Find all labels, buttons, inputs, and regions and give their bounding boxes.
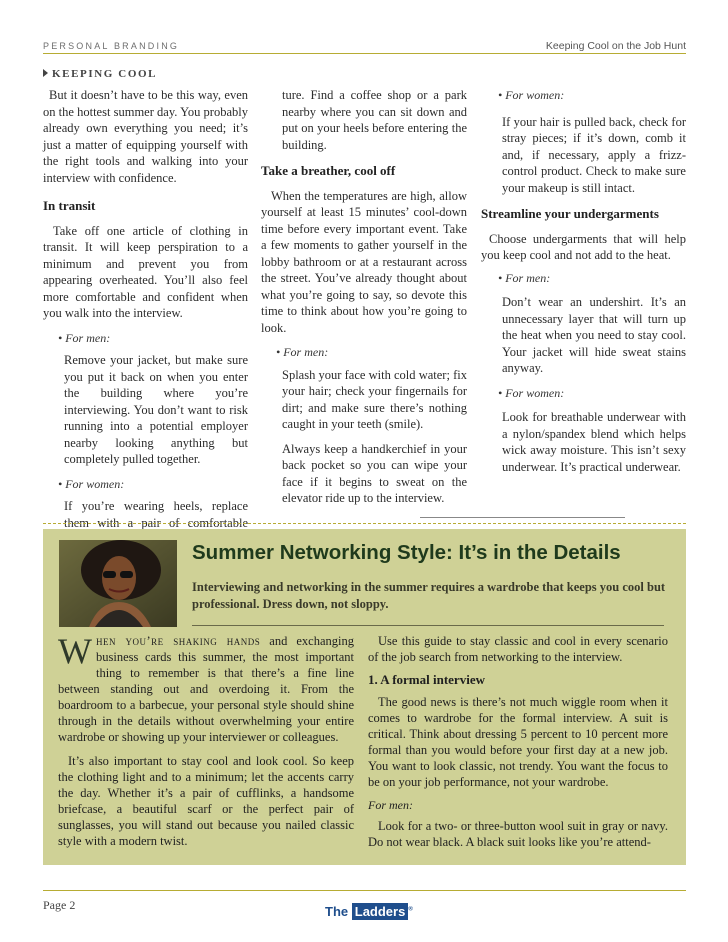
header-article-title: Keeping Cool on the Job Hunt bbox=[545, 40, 686, 52]
col2-continuation: ture. Find a coffee shop or a park nearby where you can sit down and put on your heels before entering the building. bbox=[282, 88, 467, 152]
col3-men-label: • For men: bbox=[498, 270, 551, 285]
col1-men-label: • For men: bbox=[58, 330, 111, 345]
logo-the: The bbox=[325, 904, 349, 919]
col1-heading: In transit bbox=[43, 198, 96, 213]
col3-para: Choose undergarments that will help you keep cool and not add to the heat. bbox=[481, 231, 686, 262]
box-right-p3: Look for a two- or three-button wool suit in gray or navy. Do not wear black. A black suit looks like you’re attend- bbox=[368, 819, 668, 849]
column-end-rule bbox=[420, 517, 625, 518]
col2-women-text: Always keep a handkerchief in your back pocket so you can wipe your face if it begins to sweat on the elevator ride up to the interview. bbox=[282, 441, 467, 505]
section-label-text: KEEPING COOL bbox=[52, 68, 158, 80]
dashed-divider bbox=[43, 523, 686, 524]
box-right-heading: 1. A formal interview bbox=[368, 672, 485, 687]
box-subtitle: Interviewing and networking in the summer requires a wardrobe that keeps you cool but professional. Dress down, not sloppy. bbox=[192, 580, 666, 611]
box-left-p1: and exchanging business cards this summer, the most important thing to remember is that there’s a fine line between standing out and overdoing it. From the boardroom to a barbecue, your personal style should shine through in the details without overwhelming your entire wardrobe or showing up your interviewer or colleagues. bbox=[58, 634, 354, 744]
the-ladders-logo bbox=[325, 904, 413, 919]
header-rule bbox=[43, 53, 686, 54]
col3-women-label: • For women: bbox=[498, 88, 565, 102]
box-left-column bbox=[58, 633, 354, 849]
col2-men-text: Splash your face with cold water; fix your hair; check your fingernails for dirt; and make sure there’s nothing caught in your teeth (smile). bbox=[282, 367, 467, 431]
col3-women-text-2: Look for breathable underwear with a nylon/spandex blend which helps wick away moisture. This isn’t sexy underwear. It’s practical underwear. bbox=[502, 410, 686, 474]
box-left-p2: It’s also important to stay cool and look cool. So keep the clothing light and to a minimum; let the accents carry the day. Whether it’s a pair of cufflinks, a handsome briefcase, a beautiful scarf or the perfect pair of sunglasses, you will stand out because you nailed classic style with a modern twist. bbox=[58, 754, 354, 848]
col1-women-text: If you’re wearing heels, replace them with a pair of comfortable bbox=[64, 499, 248, 530]
footer-rule bbox=[43, 890, 686, 891]
box-right-men-label: For men: bbox=[368, 798, 413, 812]
page-number: Page 2 bbox=[43, 898, 76, 912]
triangle-icon bbox=[43, 69, 48, 77]
col1-men-text: Remove your jacket, but make sure you put it back on when you enter the building where you’re interviewing. You don’t want to risk running into a potential employer nearby looking anything but completely pulled together. bbox=[64, 353, 248, 466]
dropcap: W bbox=[58, 631, 92, 671]
box-right-p1: Use this guide to stay classic and cool in every scenario of the job search from networking to the interview. bbox=[368, 634, 668, 664]
box-right-p2: The good news is there’s not much wiggle room when it comes to wardrobe for the formal interview. A suit is critical. Think about dressing 5 percent to 10 percent more formal than you would before your first day at a new job. You want to look classic, not trendy. You want the focus to be on your job performance, not your wardrobe. bbox=[368, 695, 668, 789]
column-3 bbox=[481, 87, 686, 475]
woman-portrait-photo bbox=[59, 540, 177, 627]
section-label bbox=[43, 68, 157, 80]
box-title: Summer Networking Style: It’s in the Details bbox=[192, 541, 621, 564]
col1-para: Take off one article of clothing in transit. It will keep perspiration to a minimum and prevent you from appearing overheated. You’ll also feel more comfortable and confident when you walk into the interview. bbox=[43, 223, 248, 320]
col3-heading: Streamline your undergarments bbox=[481, 206, 659, 221]
column-2 bbox=[261, 87, 467, 507]
col3-men-text: Don’t wear an undershirt. It’s an unnecessary layer that will turn up the heat when you need to stay cool. Your jacket will hide sweat stains anyway. bbox=[502, 295, 686, 375]
box-rule bbox=[192, 625, 664, 626]
lead-in-smallcaps: hen you’re shaking hands bbox=[95, 634, 261, 648]
col2-men-label: • For men: bbox=[276, 345, 329, 359]
column-1 bbox=[43, 87, 248, 548]
logo-registered: ® bbox=[408, 906, 413, 913]
header-section-label: PERSONAL BRANDING bbox=[43, 41, 180, 51]
box-right-column bbox=[368, 633, 668, 850]
col3-women-label-2: • For women: bbox=[498, 385, 565, 400]
col3-women-text: If your hair is pulled back, check for stray pieces; if it’s down, comb it and, if necessary, apply a frizz-control product. Check to make sure your makeup is still intact. bbox=[502, 114, 686, 195]
col1-intro: But it doesn’t have to be this way, even on the hottest summer day. You probably already own everything you need; it’s just a matter of equipping yourself with the right tools and walking into your interview with confidence. bbox=[43, 88, 248, 185]
col1-women-label: • For women: bbox=[58, 476, 125, 491]
logo-ladders: Ladders bbox=[352, 903, 409, 920]
col2-heading: Take a breather, cool off bbox=[261, 163, 396, 178]
col2-para: When the temperatures are high, allow yourself at least 15 minutes’ cool-down time before every important event. Take a few moments to gather yourself in the lobby bathroom or at a restaurant across the street. You’ve already thought about what you’re going to say, so devote this time to think about how you’re going to look. bbox=[261, 188, 467, 335]
